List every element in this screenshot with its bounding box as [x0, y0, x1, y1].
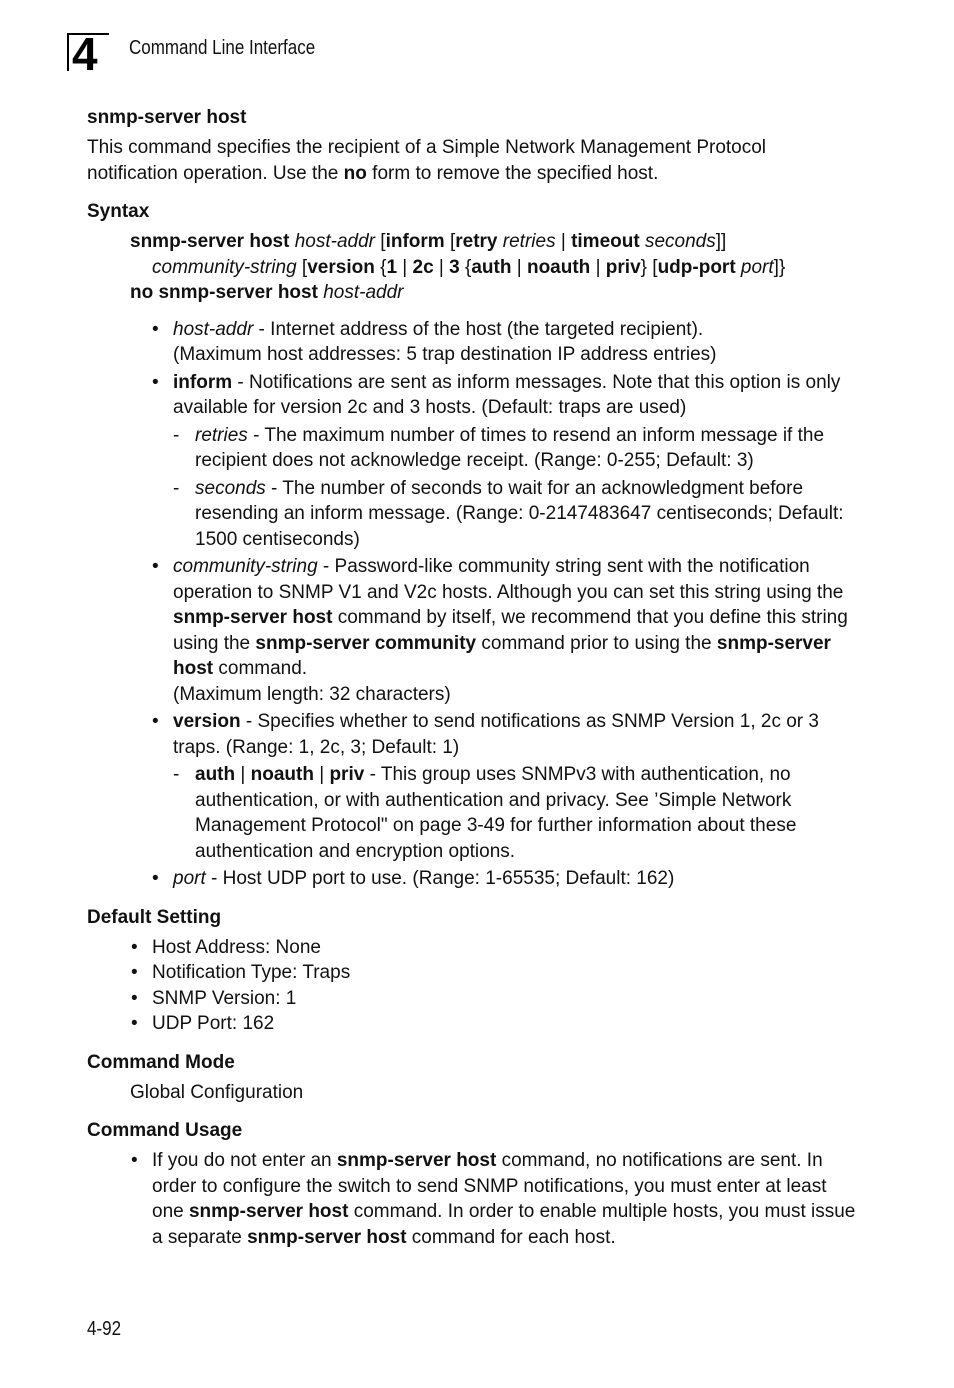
text-run: |	[433, 256, 450, 278]
text-run: (Maximum host addresses: 5 trap destination IP address entries)	[173, 344, 717, 365]
default-setting-list	[87, 935, 857, 1037]
parameter-term: inform	[173, 371, 233, 393]
text-run: ]}	[773, 256, 786, 278]
chapter-number: 4	[72, 28, 98, 80]
list-item	[173, 709, 857, 864]
list-item: • UDP Port: 162	[152, 1011, 857, 1037]
keyword: 3	[449, 256, 460, 278]
list-item	[173, 554, 857, 707]
text-run: command by itself, we recommend that you define this string using the	[173, 607, 848, 654]
text-run: {	[459, 256, 472, 278]
list-item	[195, 476, 857, 553]
keyword: timeout	[571, 231, 640, 252]
syntax-section	[87, 199, 857, 892]
list-item	[195, 423, 857, 474]
keyword: retry	[455, 231, 498, 252]
keyword: noauth	[526, 256, 591, 278]
keyword: noauth	[250, 764, 314, 785]
keyword: snmp-server host	[173, 607, 333, 628]
text-run: - The number of seconds to wait for an acknowledgment before resending an inform message. (Range: 0-2147483647 centiseconds; Default: 1500 centiseconds)	[195, 477, 844, 550]
text-run: [	[375, 231, 386, 252]
text-run: {	[374, 256, 387, 278]
text-run: [	[444, 231, 456, 252]
chapter-title: Command Line Interface	[129, 37, 316, 59]
parameter-term: community-string	[173, 556, 318, 577]
keyword: 1	[386, 256, 398, 278]
command-mode-section	[87, 1050, 857, 1106]
list-item	[173, 370, 857, 553]
list-item: • Host Address: None	[152, 935, 857, 961]
command-description	[87, 135, 857, 186]
command-title: snmp-server host	[87, 107, 247, 128]
parameter-term: host-addr	[173, 318, 254, 340]
keyword: snmp-server community	[255, 632, 477, 654]
text-run: command for each host.	[406, 1226, 616, 1248]
syntax-heading: Syntax	[87, 201, 150, 222]
variable: port	[740, 256, 774, 278]
command-usage-list	[87, 1148, 857, 1250]
keyword: snmp-server host	[188, 1201, 349, 1222]
text-run: - Host UDP port to use. (Range: 1-65535; Default: 162)	[205, 868, 675, 889]
keyword: auth	[195, 764, 236, 785]
default-setting-heading: Default Setting	[87, 906, 222, 928]
text-run: - Password-like community string sent with the notification operation to SNMP V1 and V2c hosts. Although you can set this string using the	[173, 556, 844, 603]
parameter-list	[87, 317, 857, 892]
list-item: • Notification Type: Traps	[152, 960, 857, 986]
text-run: command prior to using the	[476, 632, 717, 654]
parameter-term: version	[173, 711, 241, 732]
syntax-line	[130, 280, 857, 306]
default-setting-section	[87, 905, 857, 1037]
text-run: command. In order to enable multiple hosts, you must issue a separate	[152, 1201, 856, 1248]
text-run: - The maximum number of times to resend an inform message if the recipient does not acknowledge receipt. (Range: 0-255; Default: 3)	[195, 424, 825, 471]
chapter-tab	[67, 28, 109, 80]
text-run: |	[555, 231, 572, 252]
keyword: priv	[329, 764, 365, 785]
text-run: (Maximum length: 32 characters)	[173, 683, 451, 705]
text-run: - Internet address of the host (the targeted recipient).	[253, 318, 704, 340]
variable: host-addr	[294, 231, 376, 252]
variable: retries	[502, 231, 556, 252]
text-run: This command specifies the recipient of a Simple Network Management Protocol notification operation. Use the	[87, 137, 767, 184]
text-run: - Specifies whether to send notifications as SNMP Version 1, 2c or 3 traps. (Range: 1, 2c, 3; Default: 1)	[173, 711, 819, 758]
parameter-term: retries	[195, 424, 248, 446]
command-mode-heading: Command Mode	[87, 1051, 235, 1073]
list-item	[195, 762, 857, 864]
text-run: form to remove the specified host.	[366, 162, 659, 184]
text-run: } [	[640, 256, 658, 278]
sub-list	[173, 762, 857, 864]
keyword: no	[343, 162, 367, 184]
keyword: inform	[385, 231, 445, 252]
text-run: |	[397, 256, 413, 278]
syntax-line	[130, 229, 857, 255]
command-usage-section	[87, 1118, 857, 1250]
page-number: 4-92	[87, 1318, 122, 1340]
page-content	[87, 105, 857, 1250]
command-usage-heading: Command Usage	[87, 1120, 243, 1141]
list-item	[152, 1148, 857, 1250]
text-run: |	[235, 764, 251, 785]
variable: seconds	[644, 231, 716, 252]
text-run: If you do not enter an	[152, 1150, 337, 1171]
sub-list	[173, 423, 857, 553]
list-item: • SNMP Version: 1	[152, 986, 857, 1012]
text-run: command, no notifications are sent. In order to configure the switch to send SNMP notifications, you must enter at least one	[152, 1150, 827, 1222]
text-run: - Notifications are sent as inform messages. Note that this option is only available for version 2c and 3 hosts. (Default: traps are used)	[173, 371, 841, 418]
keyword: snmp-server host	[130, 231, 290, 252]
syntax-block	[130, 229, 857, 306]
keyword: snmp-server host	[173, 632, 831, 679]
list-item	[173, 317, 857, 368]
text-run: |	[511, 256, 527, 278]
keyword: 2c	[412, 256, 434, 278]
text-run: - This group uses SNMPv3 with authentication, no authentication, or with authentication and privacy. See ’Simple Network Management Protocol" on page 3-49 for further information about these authentication and encryption options.	[195, 764, 797, 862]
keyword: snmp-server host	[247, 1226, 407, 1248]
parameter-term: port	[173, 868, 206, 889]
variable: host-addr	[323, 282, 404, 303]
text-run: |	[590, 256, 606, 278]
keyword: auth	[471, 256, 512, 278]
syntax-line	[130, 255, 857, 281]
text-run: |	[313, 764, 330, 785]
command-mode-text: Global Configuration	[130, 1081, 304, 1103]
parameter-term: seconds	[195, 477, 266, 499]
text-run: command.	[213, 658, 308, 679]
keyword: version	[307, 256, 375, 278]
text-run: [	[296, 256, 308, 278]
keyword: no snmp-server host	[130, 282, 318, 303]
keyword: snmp-server host	[336, 1150, 497, 1171]
variable: community-string	[152, 256, 297, 278]
keyword: priv	[605, 256, 641, 278]
keyword: udp-port	[657, 256, 736, 278]
list-item	[173, 866, 857, 892]
text-run: ]]	[715, 231, 727, 252]
